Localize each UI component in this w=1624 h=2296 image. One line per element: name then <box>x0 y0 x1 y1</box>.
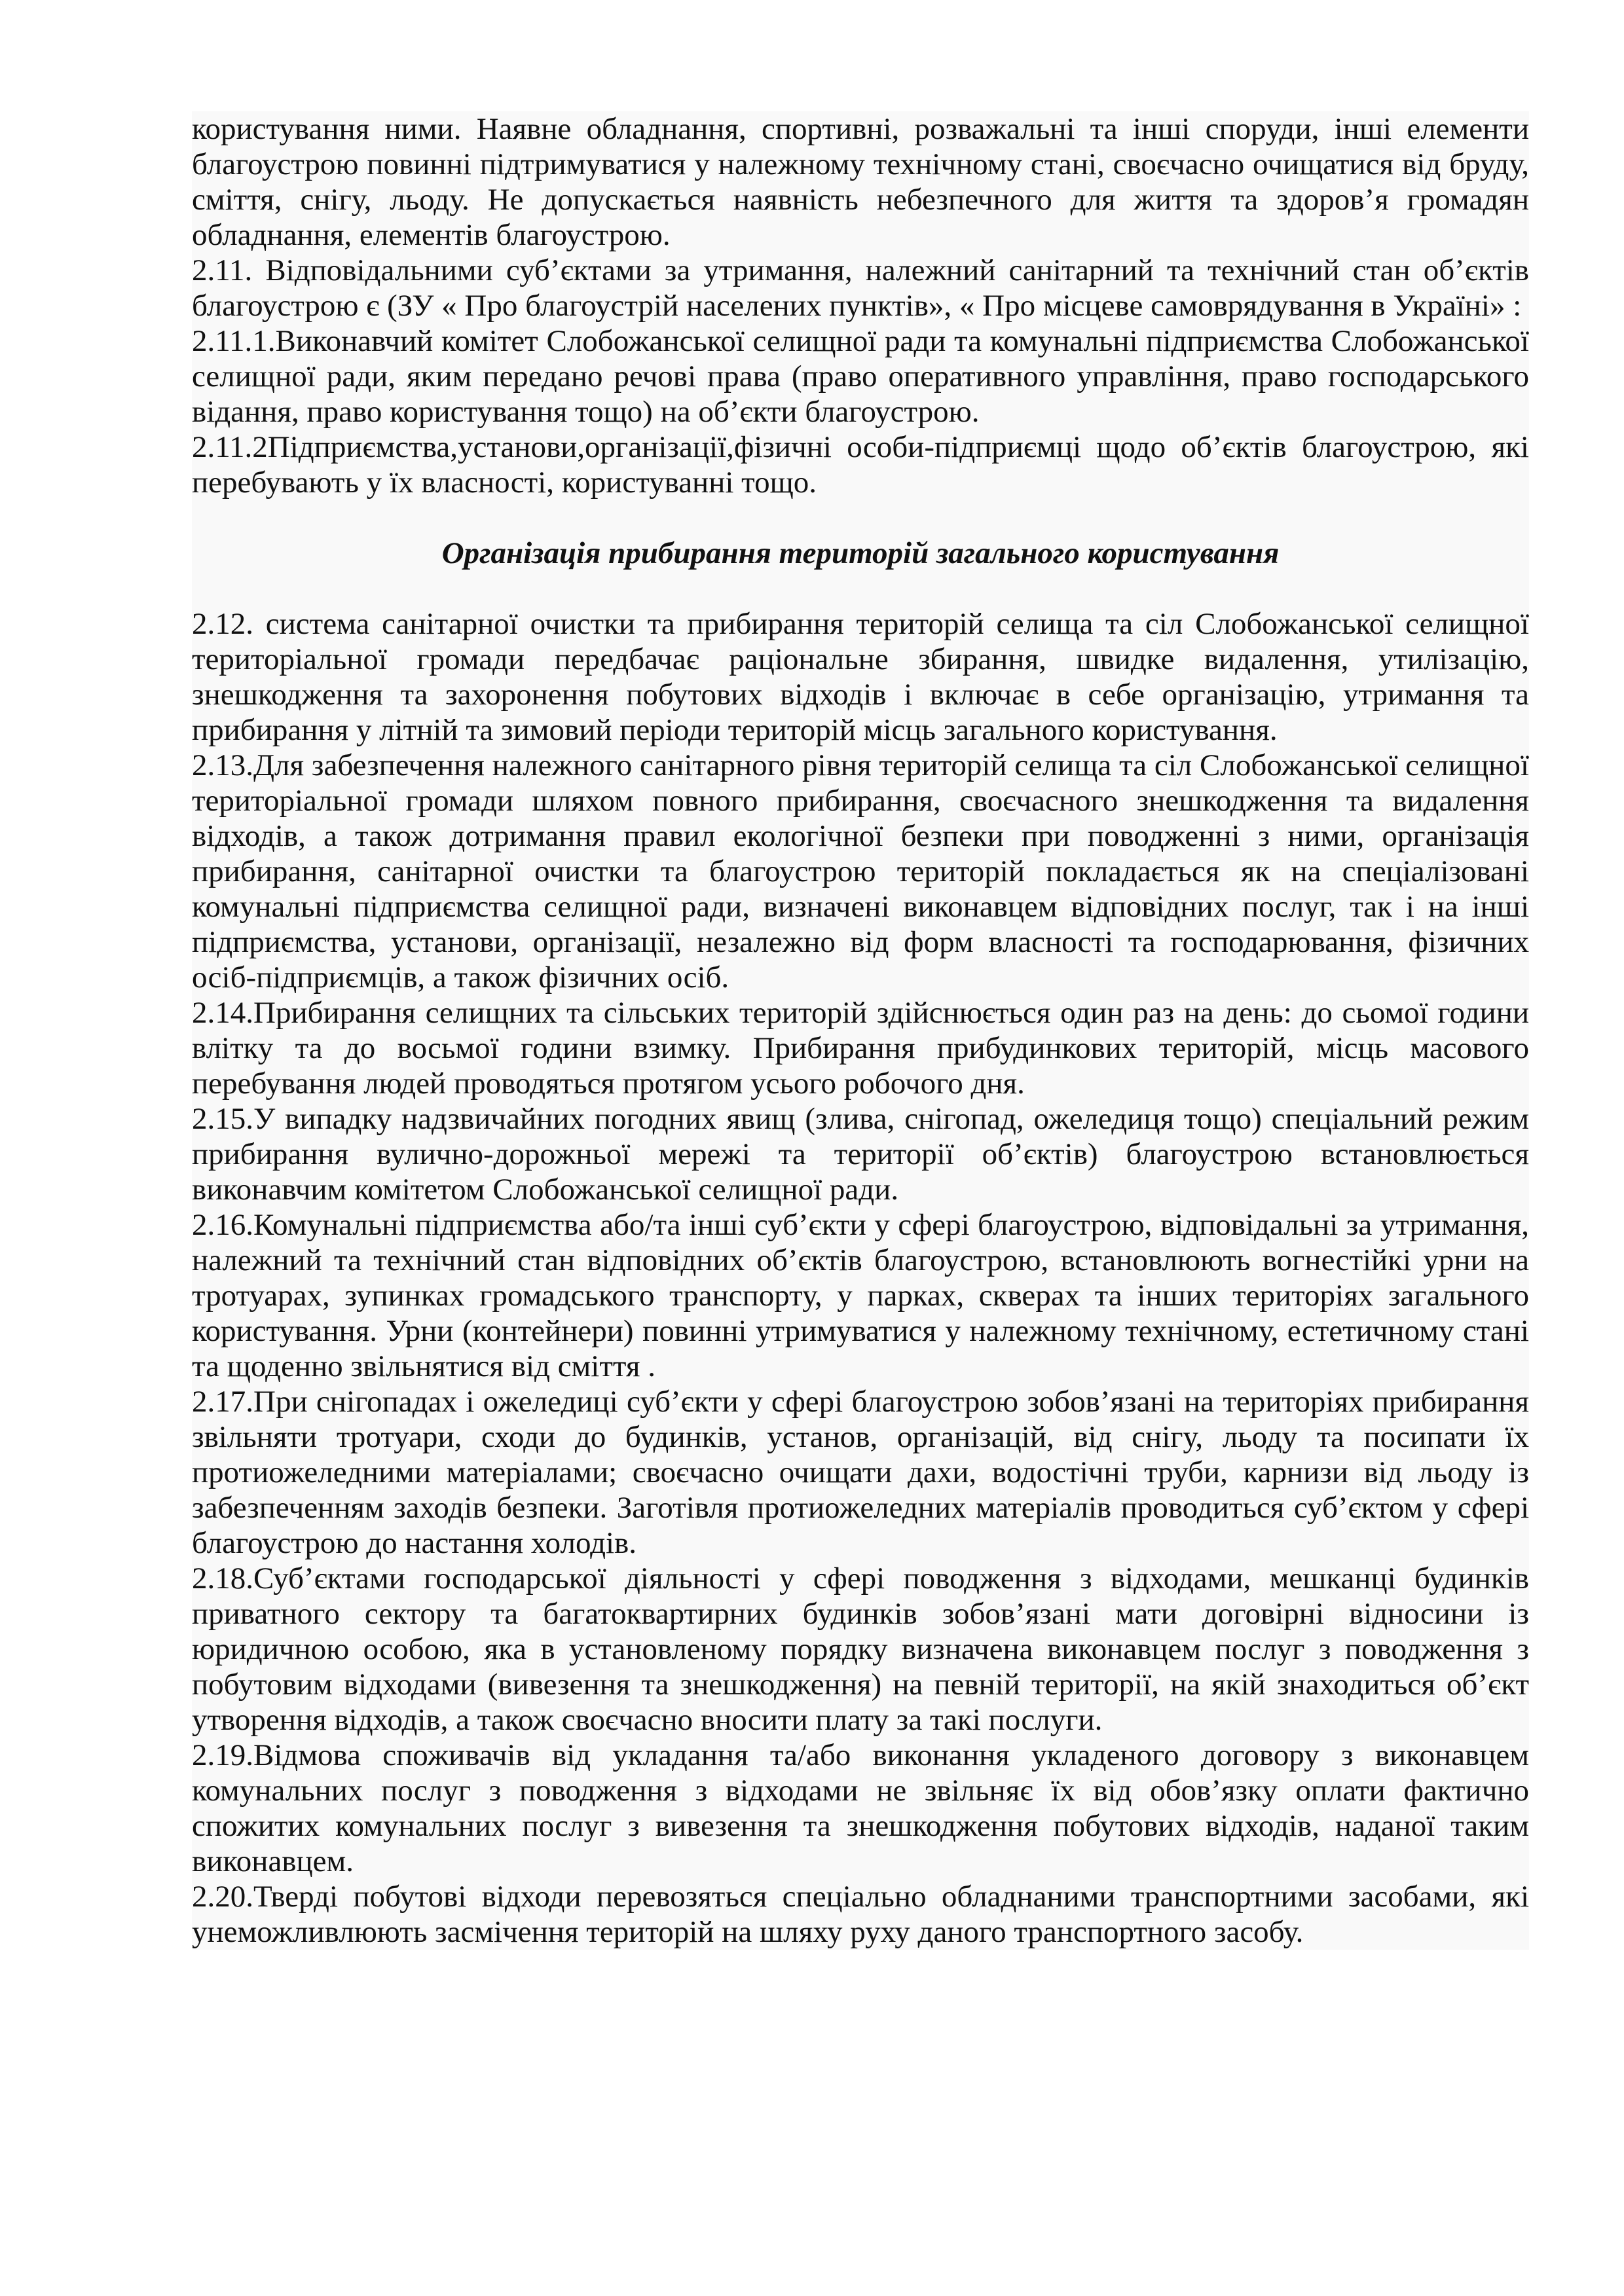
paragraph-2-13: 2.13.Для забезпечення належного санітарного рівня територій селища та сіл Слобожанської селищної територіальної громади шляхом повного прибирання, своєчасного знешкодження та видалення відходів, а також дотримання правил екологічної безпеки при поводженні з ними, організація прибирання, санітарної очистки та благоустрою територій покладається як на спеціалізовані комунальні підприємства селищної ради, визначені виконавцем відповідних послуг, так і на інші підприємства, установи, організації, незалежно від форм власності та господарювання, фізичних осіб-підприємців, а також фізичних осіб. <box>192 748 1529 994</box>
paragraph-2-20: 2.20.Тверді побутові відходи перевозяться спеціально обладнаними транспортними засобами, які унеможливлюють засмічення територій на шляху руху даного транспортного засобу. <box>192 1880 1529 1949</box>
document-page <box>192 111 1529 1950</box>
paragraph-continuation: користування ними. Наявне обладнання, спортивні, розважальні та інші споруди, інші елементи благоустрою повинні підтримуватися у належному технічному стані, своєчасно очищатися від бруду, сміття, снігу, льоду. Не допускається наявність небезпечного для життя та здоров’я громадян обладнання, елементів благоустрою. <box>192 112 1529 252</box>
paragraph-2-18: 2.18.Суб’єктами господарської діяльності у сфері поводження з відходами, мешканці будинків приватного сектору та багатоквартирних будинків зобов’язані мати договірні відносини із юридичною особою, яка в установленому порядку визначена виконавцем послуг з поводження з побутовим відходами (вивезення та знешкодження) на певній території, на якій знаходиться об’єкт утворення відходів, а також своєчасно вносити плату за такі послуги. <box>192 1561 1529 1737</box>
paragraph-2-11: 2.11. Відповідальними суб’єктами за утримання, належний санітарний та технічний стан об’єктів благоустрою є (ЗУ « Про благоустрій населених пунктів», « Про місцеве самоврядування в Україні» : <box>192 253 1529 323</box>
paragraph-2-16: 2.16.Комунальні підприємства або/та інші суб’єкти у сфері благоустрою, відповідальні за утримання, належний та технічний стан відповідних об’єктів благоустрою, встановлюють вогнестійкі урни на тротуарах, зупинках громадського транспорту, у парках, скверах та інших територіях загального користування. Урни (контейнери) повинні утримуватися у належному технічному, естетичному стані та щоденно звільнятися від сміття . <box>192 1208 1529 1383</box>
paragraph-2-11-1: 2.11.1.Виконавчий комітет Слобожанської селищної ради та комунальні підприємства Слобожанської селищної ради, яким передано речові права (право оперативного управління, право господарського відання, право користування тощо) на об’єкти благоустрою. <box>192 324 1529 429</box>
paragraph-2-19: 2.19.Відмова споживачів від укладання та/або виконання укладеного договору з виконавцем комунальних послуг з поводження з відходами не звільняє їх від обов’язку оплати фактично спожитих комунальних послуг з вивезення та знешкодження побутових відходів, наданої таким виконавцем. <box>192 1738 1529 1878</box>
section-heading: Організація прибирання територій загального користування <box>441 536 1280 570</box>
paragraph-2-14: 2.14.Прибирання селищних та сільських територій здійснюється один раз на день: до сьомої години влітку та до восьмої години взимку. Прибирання прибудинкових територій, місць масового перебування людей проводяться протягом усього робочого дня. <box>192 996 1529 1101</box>
paragraph-2-12: 2.12. система санітарної очистки та прибирання територій селища та сіл Слобожанської селищної територіальної громади передбачає раціональне збирання, швидке видалення, утилізацію, знешкодження та захоронення побутових відходів і включає в себе організацію, утримання та прибирання у літній та зимовий періоди територій місць загального користування. <box>192 607 1529 747</box>
paragraph-2-15: 2.15.У випадку надзвичайних погодних явищ (злива, снігопад, ожеледиця тощо) спеціальний режим прибирання вулично-дорожньої мережі та території об’єктів) благоустрою встановлюється виконавчим комітетом Слобожанської селищної ради. <box>192 1102 1529 1207</box>
paragraph-2-17: 2.17.При снігопадах і ожеледиці суб’єкти у сфері благоустрою зобов’язані на територіях прибирання звільняти тротуари, сходи до будинків, установ, організацій, від снігу, льоду та посипати їх протиожеледними матеріалами; своєчасно очищати дахи, водостічні труби, карнизи від льоду із забезпеченням заходів безпеки. Заготівля протиожеледних матеріалів проводиться суб’єктом у сфері благоустрою до настання холодів. <box>192 1385 1529 1560</box>
paragraph-2-11-2: 2.11.2Підприємства,установи,організації,фізичні особи-підприємці щодо об’єктів благоустрою, які перебувають у їх власності, користуванні тощо. <box>192 430 1529 500</box>
